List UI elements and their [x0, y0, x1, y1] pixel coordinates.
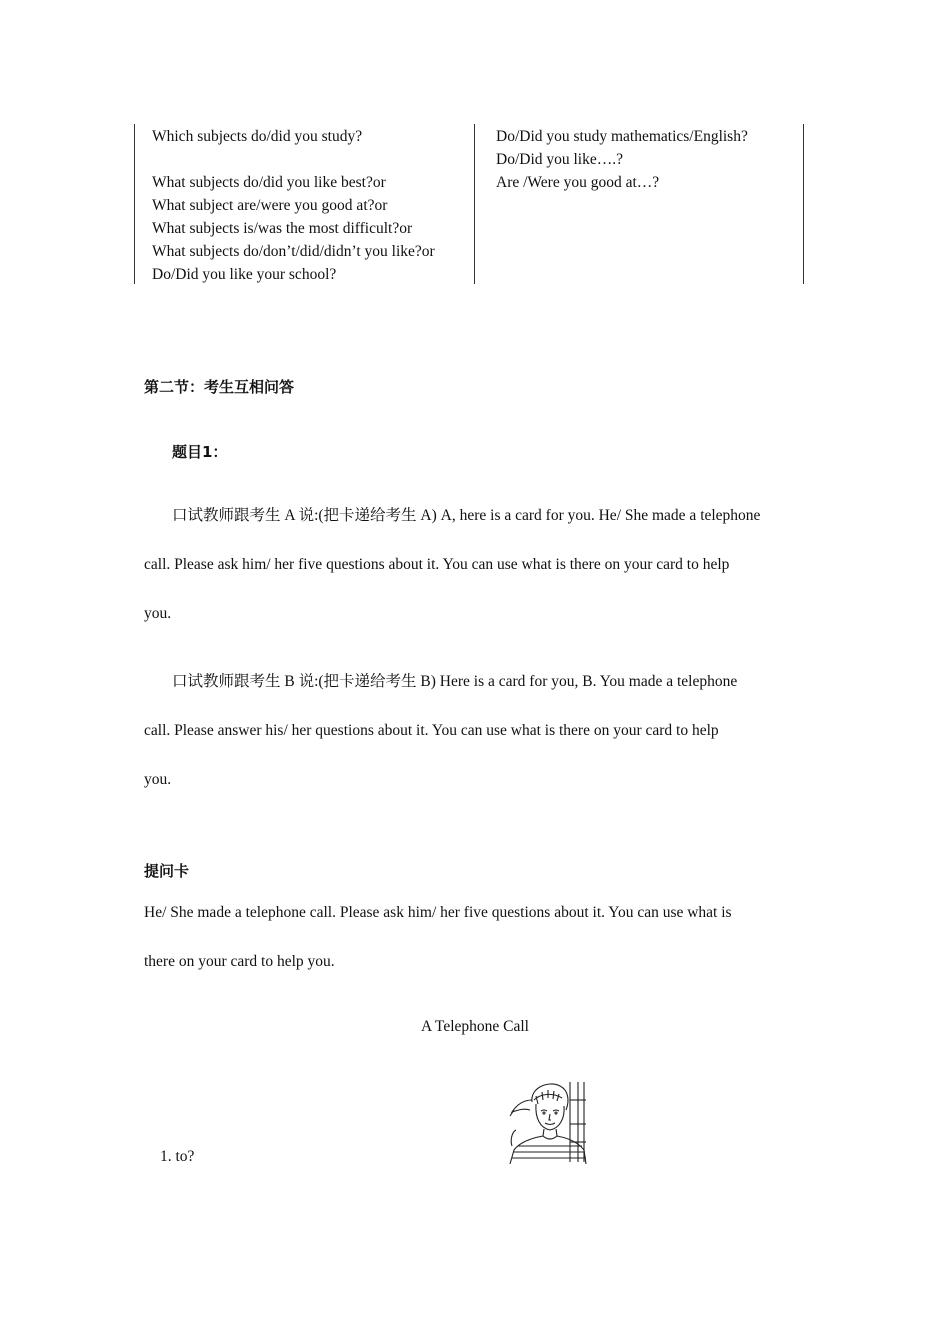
- instruction-line: 口试教师跟考生 B 说:(把卡递给考生 B) Here is a card for you, B. You made a telephone: [172, 673, 738, 690]
- card-line: He/ She made a telephone call. Please ask him/ her five questions about it. You can use what is: [144, 904, 732, 921]
- right-line: Are /Were you good at…?: [496, 174, 660, 191]
- card-heading: 提问卡: [144, 862, 190, 880]
- table-border-right: [803, 124, 804, 284]
- left-line: [152, 148, 435, 171]
- girl-illustration: [508, 1080, 588, 1164]
- right-line: Do/Did you study mathematics/English?: [496, 128, 748, 145]
- instructions-b: [144, 657, 814, 804]
- card-instructions: [144, 888, 814, 986]
- card-line: there on your card to help you.: [144, 953, 335, 970]
- instruction-line: you.: [144, 605, 172, 622]
- instruction-line: you.: [144, 771, 172, 788]
- table-border-middle: [474, 124, 475, 284]
- instruction-line: call. Please ask him/ her five questions about it. You can use what is there on your card to help: [144, 556, 730, 573]
- question-item: 1. to?: [160, 1148, 195, 1165]
- left-line: What subjects do/don’t/did/didn’t you like?or: [152, 243, 435, 260]
- table-left-cell: [152, 125, 435, 286]
- subjects-table: [134, 124, 804, 284]
- right-line: Do/Did you like….?: [496, 151, 623, 168]
- table-border-left: [134, 124, 135, 284]
- question-label: 题目1：: [172, 443, 228, 461]
- section-heading: 第二节：考生互相问答: [144, 378, 295, 396]
- left-line: What subject are/were you good at?or: [152, 197, 388, 214]
- instruction-line: call. Please answer his/ her questions about it. You can use what is there on your card to help: [144, 722, 719, 739]
- instruction-line: 口试教师跟考生 A 说:(把卡递给考生 A) A, here is a card for you. He/ She made a telephone: [172, 507, 761, 524]
- left-line: What subjects is/was the most difficult?or: [152, 220, 413, 237]
- instructions-a: [144, 491, 814, 638]
- left-line: Do/Did you like your school?: [152, 266, 337, 283]
- table-right-cell: [496, 125, 748, 194]
- card-title: A Telephone Call: [421, 1018, 529, 1035]
- left-line: Which subjects do/did you study?: [152, 128, 363, 145]
- left-line: What subjects do/did you like best?or: [152, 174, 386, 191]
